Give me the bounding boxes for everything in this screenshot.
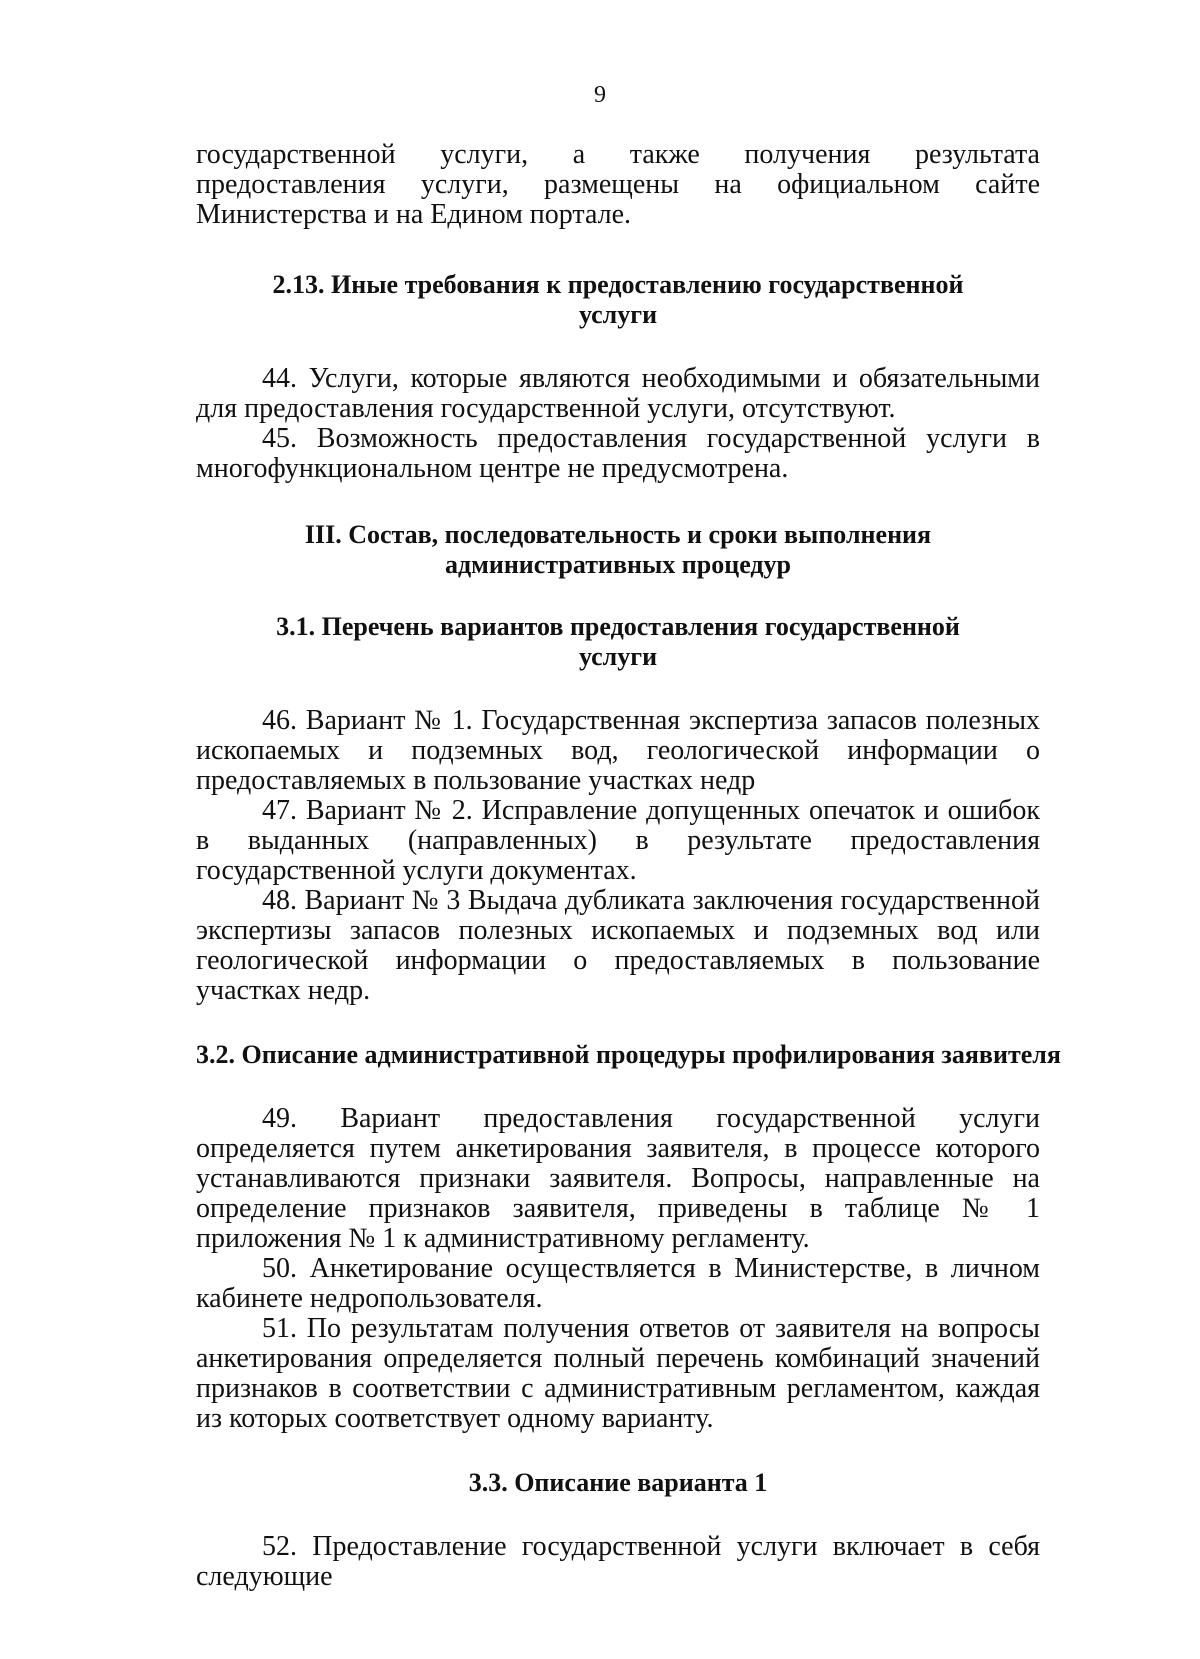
section-III-heading-line2: административных процедур [444, 550, 792, 579]
page-content [196, 139, 1061, 1592]
section-3-1-heading [196, 612, 1040, 672]
paragraph-51: 51. По результатам получения ответов от заявителя на вопросы анкетирования определяется полный перечень комбинаций значений признаков в соответствии с административным регламентом, каждая из которых соответствует одному варианту. [196, 1313, 1040, 1434]
section-3-3-heading: 3.3. Описание варианта 1 [468, 1468, 768, 1497]
intro-paragraph: государственной услуги, а также получения результата предоставления услуги, размещены на официальном сайте Министерства и на Едином портале. [196, 139, 1040, 230]
section-2-13-heading-line2: услуги [578, 300, 658, 329]
section-3-1-heading-line1: 3.1. Перечень вариантов предоставления государственной [276, 612, 960, 641]
paragraph-44: 44. Услуги, которые являются необходимыми и обязательными для предоставления государственной услуги, отсутствуют. [196, 363, 1040, 424]
paragraph-45: 45. Возможность предоставления государственной услуги в многофункциональном центре не предусмотрена. [196, 423, 1040, 484]
paragraph-50: 50. Анкетирование осуществляется в Министерстве, в личном кабинете недропользователя. [196, 1253, 1040, 1314]
paragraph-52: 52. Предоставление государственной услуги включает в себя следующие [196, 1531, 1040, 1592]
section-III-heading-line1: III. Состав, последовательность и сроки выполнения [304, 520, 932, 549]
section-2-13-heading [196, 270, 1040, 330]
page-number: 9 [594, 82, 606, 108]
paragraph-49: 49. Вариант предоставления государственной услуги определяется путем анкетирования заявителя, в процессе которого устанавливаются признаки заявителя. Вопросы, направленные на определение признаков заявителя, приведены в таблице № 1 приложения № 1 к административному регламенту. [196, 1103, 1040, 1254]
paragraph-46: 46. Вариант № 1. Государственная экспертиза запасов полезных ископаемых и подземных вод, геологической информации о предоставляемых в пользование участках недр [196, 705, 1040, 796]
section-III-heading [196, 520, 1040, 580]
section-2-13-heading-line1: 2.13. Иные требования к предоставлению государственной [272, 270, 964, 299]
section-3-2-heading: 3.2. Описание административной процедуры профилирования заявителя [196, 1040, 1061, 1069]
paragraph-48: 48. Вариант № 3 Выдача дубликата заключения государственной экспертизы запасов полезных ископаемых и подземных вод или геологической информации о предоставляемых в пользование участках недр. [196, 885, 1040, 1006]
section-3-1-heading-line2: услуги [578, 642, 658, 671]
paragraph-47: 47. Вариант № 2. Исправление допущенных опечаток и ошибок в выданных (направленных) в результате предоставления государственной услуги документах. [196, 795, 1040, 886]
